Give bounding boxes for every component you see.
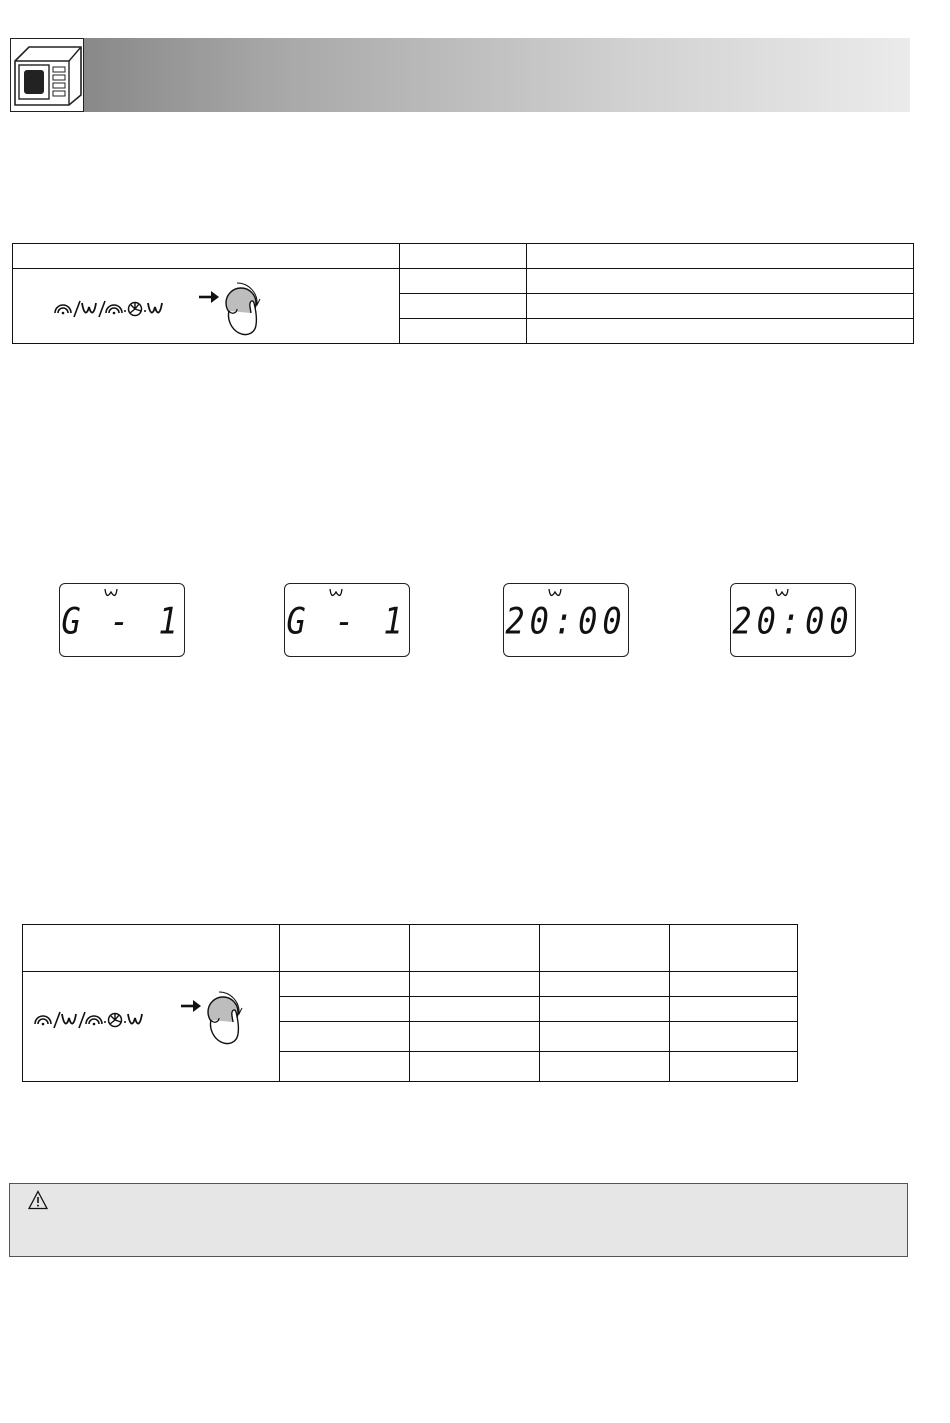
table-cell — [280, 1022, 410, 1052]
microwave-indicator-icon — [104, 588, 118, 598]
table-header-cell — [280, 925, 410, 972]
mode-select-cell — [23, 972, 280, 1082]
mode-symbols — [13, 269, 399, 345]
dial-knob-hand-icon — [199, 283, 260, 335]
table-cell — [540, 1022, 670, 1052]
microwave-indicator-icon — [775, 588, 789, 598]
table-cell — [527, 319, 914, 344]
table-header-cell — [670, 925, 798, 972]
table-header-cell — [400, 244, 527, 269]
warning-box — [9, 1183, 908, 1257]
table-cell — [670, 997, 798, 1022]
lcd-display-4 — [730, 583, 856, 657]
table-header-cell — [540, 925, 670, 972]
mode-symbols — [23, 972, 279, 1084]
table-cell — [410, 997, 540, 1022]
table-cell — [280, 972, 410, 997]
microwave-indicator-icon — [329, 588, 343, 598]
lcd-readout: G - 1 — [61, 599, 183, 643]
table-cell — [400, 294, 527, 319]
table-header-cell — [410, 925, 540, 972]
lcd-display-3 — [503, 583, 629, 657]
microwave-oven-icon — [11, 39, 83, 111]
table-cell — [540, 1052, 670, 1082]
grill-microwave-combination-icon — [35, 1012, 142, 1028]
lcd-readout: 20:00 — [505, 599, 627, 643]
power-level-table — [12, 243, 914, 344]
table-cell — [400, 269, 527, 294]
lcd-readout: G - 1 — [286, 599, 408, 643]
table-header-cell — [13, 244, 400, 269]
table-cell — [670, 1052, 798, 1082]
page-header-band — [10, 38, 910, 112]
table-cell — [280, 1052, 410, 1082]
warning-triangle-icon — [28, 1190, 48, 1210]
dial-knob-hand-icon — [181, 992, 242, 1044]
header-icon-box — [10, 38, 84, 112]
table-cell — [670, 1022, 798, 1052]
table-cell — [540, 972, 670, 997]
table-cell — [410, 972, 540, 997]
lcd-display-1 — [59, 583, 185, 657]
combination-table — [22, 924, 798, 1082]
table-header-cell — [23, 925, 280, 972]
table-cell — [540, 997, 670, 1022]
table-cell — [410, 1022, 540, 1052]
table-cell — [527, 294, 914, 319]
table-header-cell — [527, 244, 914, 269]
mode-select-cell — [13, 269, 400, 344]
lcd-display-2 — [284, 583, 410, 657]
microwave-indicator-icon — [548, 588, 562, 598]
grill-microwave-combination-icon — [55, 301, 162, 317]
table-cell — [400, 319, 527, 344]
table-cell — [527, 269, 914, 294]
table-cell — [280, 997, 410, 1022]
table-cell — [670, 972, 798, 997]
table-cell — [410, 1052, 540, 1082]
lcd-readout: 20:00 — [732, 599, 854, 643]
